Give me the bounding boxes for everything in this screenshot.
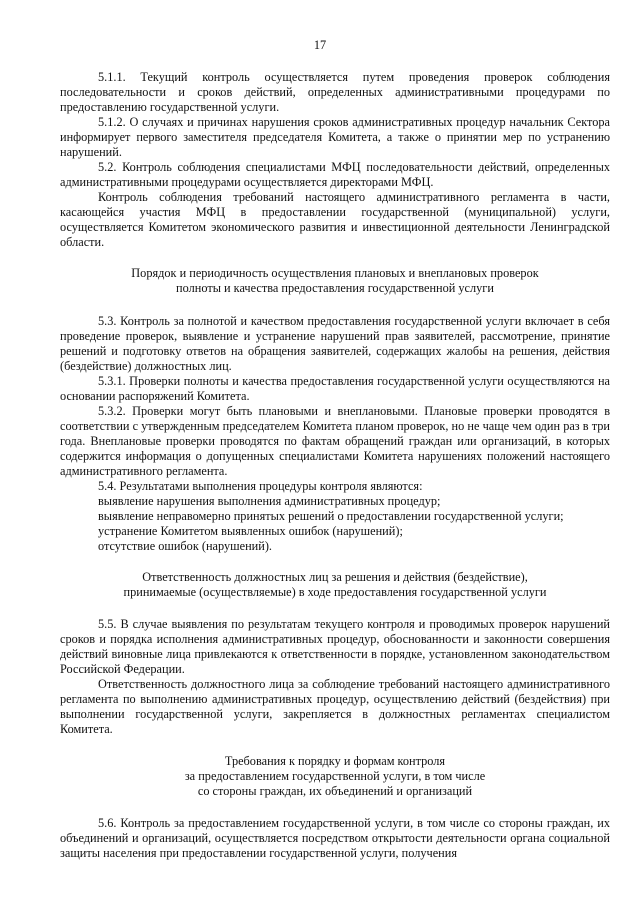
section-heading-control-requirements — [60, 754, 610, 799]
list-item: выявление нарушения выполнения административных процедур; — [98, 494, 441, 508]
paragraph-5-2-mfc-control: Контроль соблюдения требований настоящего административного регламента в части, касающейся участия МФЦ в предоставлении государственной (муниципальной) услуги, осуществляется Комитетом экономического развития и инвестиционной деятельности Ленинградской области. — [60, 190, 610, 249]
heading-line: Порядок и периодичность осуществления плановых и внеплановых проверок — [131, 266, 539, 280]
paragraph-5-3-2: 5.3.2. Проверки могут быть плановыми и внеплановыми. Плановые проверки проводятся в соответствии с утвержденным председателем Комитета планом проверок, но не чаще чем один раз в три года. Внеплановые проверки проводятся по фактам обращений граждан или организаций, в которых содержится информация о допущенных специалистами Комитета нарушениях положений настоящего административного регламента. — [60, 404, 610, 478]
section-heading-inspections — [60, 266, 610, 296]
paragraph-5-3: 5.3. Контроль за полнотой и качеством предоставления государственной услуги включает в себя проведение проверок, выявление и устранение нарушений прав заявителей, рассмотрение, принятие решений и подготовку ответов на обращения заявителей, содержащих жалобы на решения, действия (бездействие) должностных лиц. — [60, 314, 610, 373]
heading-line: полноты и качества предоставления государственной услуги — [176, 281, 494, 295]
heading-line: принимаемые (осуществляемые) в ходе предоставления государственной услуги — [123, 585, 547, 599]
paragraph-5-5-responsibility: Ответственность должностного лица за соблюдение требований настоящего административного регламента по выполнению административных процедур, осуществлению действий (бездействия) при выполнении государственной услуги, закрепляется в должностных регламентах специалистом Комитета. — [60, 677, 610, 736]
list-item: выявление неправомерно принятых решений о предоставлении государственной услуги; — [98, 509, 564, 523]
document-body — [60, 70, 610, 861]
heading-line: со стороны граждан, их объединений и организаций — [197, 784, 473, 798]
heading-line: Ответственность должностных лиц за решения и действия (бездействие), — [142, 570, 528, 584]
list-item: устранение Комитетом выявленных ошибок (нарушений); — [98, 524, 403, 538]
paragraph-5-1-2: 5.1.2. О случаях и причинах нарушения сроков административных процедур начальник Сектора информирует первого заместителя председателя Комитета, а также о принятии мер по устранению нарушений. — [60, 115, 610, 159]
paragraph-5-3-1: 5.3.1. Проверки полноты и качества предоставления государственной услуги осуществляются на основании распоряжений Комитета. — [60, 374, 610, 403]
list-item: отсутствие ошибок (нарушений). — [98, 539, 272, 553]
page-number: 17 — [313, 38, 327, 52]
heading-line: Требования к порядку и формам контроля — [224, 754, 446, 768]
heading-line: за предоставлением государственной услуги, в том числе — [184, 769, 486, 783]
section-heading-responsibility — [60, 570, 610, 600]
paragraph-5-1-1: 5.1.1. Текущий контроль осуществляется путем проведения проверок соблюдения последовательности и сроков действий, определенных административными процедурами по предоставлению государственной услуги. — [60, 70, 610, 114]
paragraph-5-6: 5.6. Контроль за предоставлением государственной услуги, в том числе со стороны граждан, их объединений и организаций, осуществляется посредством открытости деятельности органа социальной защиты населения при предоставлении государственной услуги, получения — [60, 816, 610, 860]
paragraph-5-4: 5.4. Результатами выполнения процедуры контроля являются: — [98, 479, 423, 493]
paragraph-5-2: 5.2. Контроль соблюдения специалистами МФЦ последовательности действий, определенных административными процедурами осуществляется директорами МФЦ. — [60, 160, 610, 189]
paragraph-5-5: 5.5. В случае выявления по результатам текущего контроля и проводимых проверок нарушений сроков и порядка исполнения административных процедур, обоснованности и законности совершения действий виновные лица привлекаются к ответственности в порядке, установленном законодательством Российской Федерации. — [60, 617, 610, 676]
